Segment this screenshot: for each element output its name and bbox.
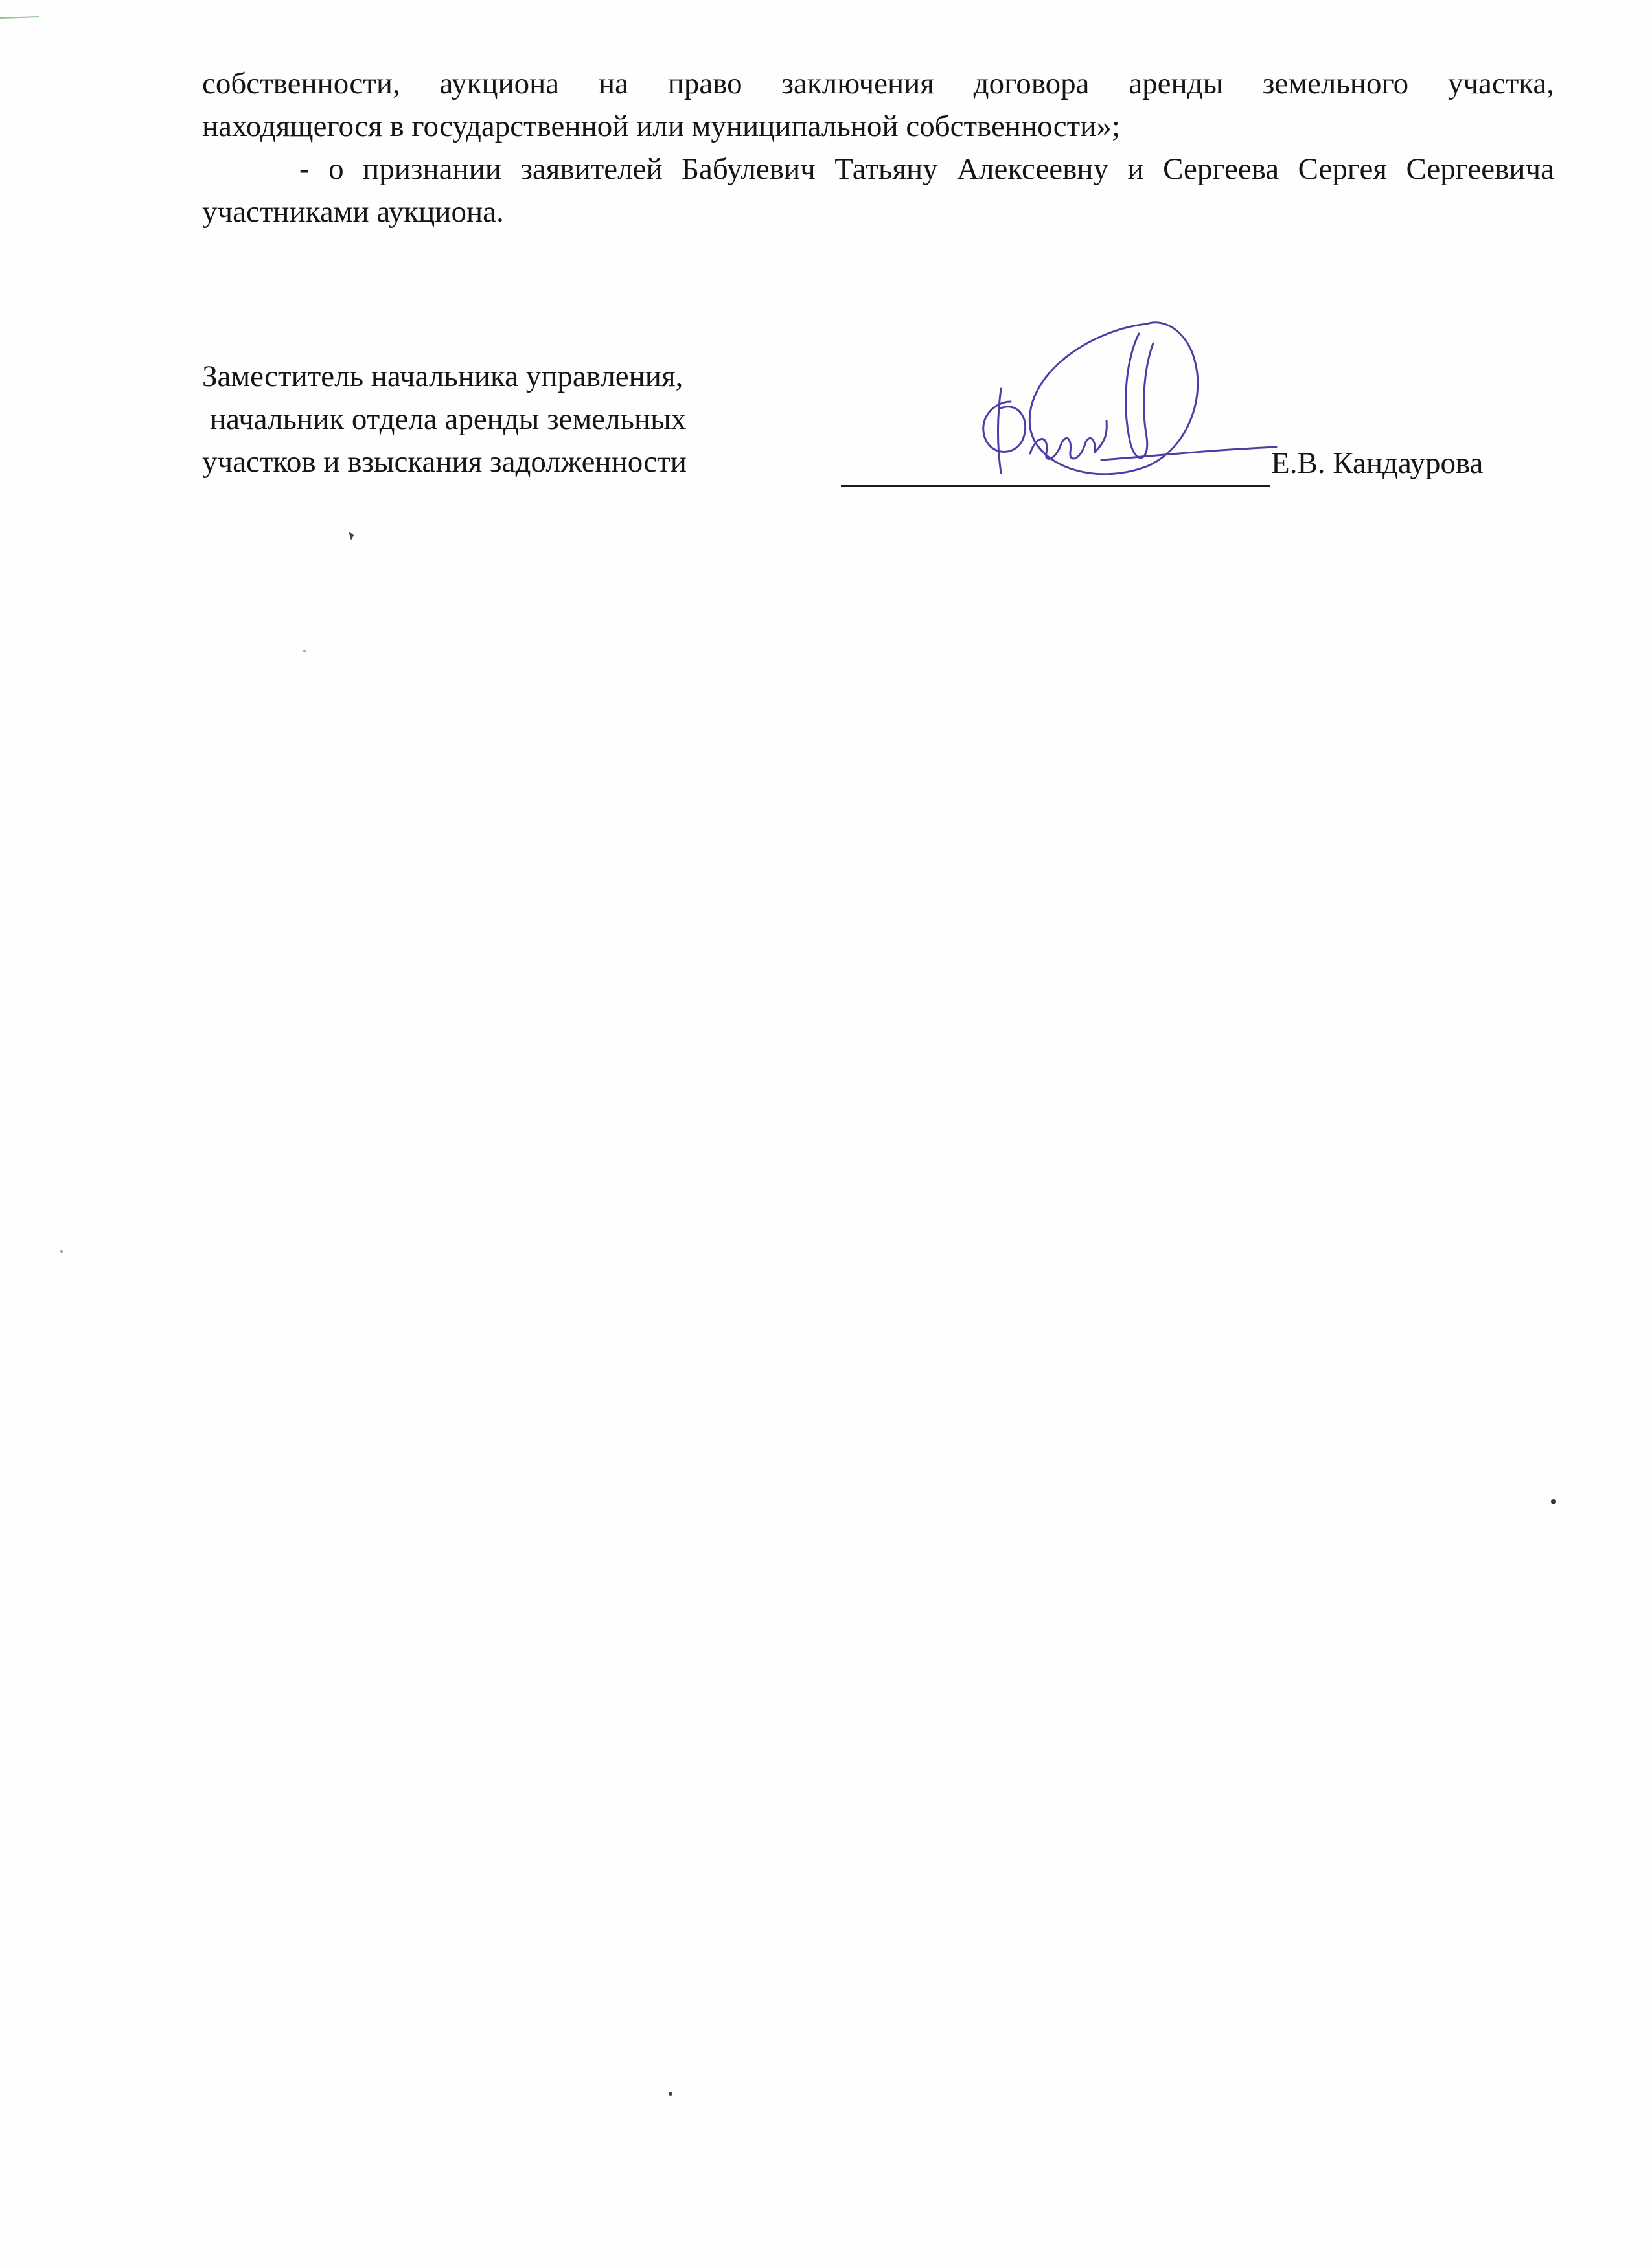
body-text [202, 62, 1554, 233]
paragraph-1-line-1: собственности, аукциона на право заключения договора аренды земельного участка, [202, 67, 1554, 100]
signer-position-line-2: начальник отдела аренды земельных [210, 402, 687, 436]
handwritten-signature [933, 304, 1296, 499]
signer-position-line-3: участков и взыскания задолженности [202, 445, 687, 479]
paragraph-1-line-2: находящегося в государственной или муниципальной собственности»; [202, 109, 1120, 143]
signer-name: Е.В. Кандаурова [1271, 446, 1484, 480]
paragraph-2: - о признании заявителей Бабулевич Татьяну Алексеевну и Сергеева Сергея Сергеевича участниками аукциона. [202, 152, 1554, 229]
signer-position [202, 355, 687, 483]
signer-position-line-1: Заместитель начальника управления, [202, 360, 683, 393]
